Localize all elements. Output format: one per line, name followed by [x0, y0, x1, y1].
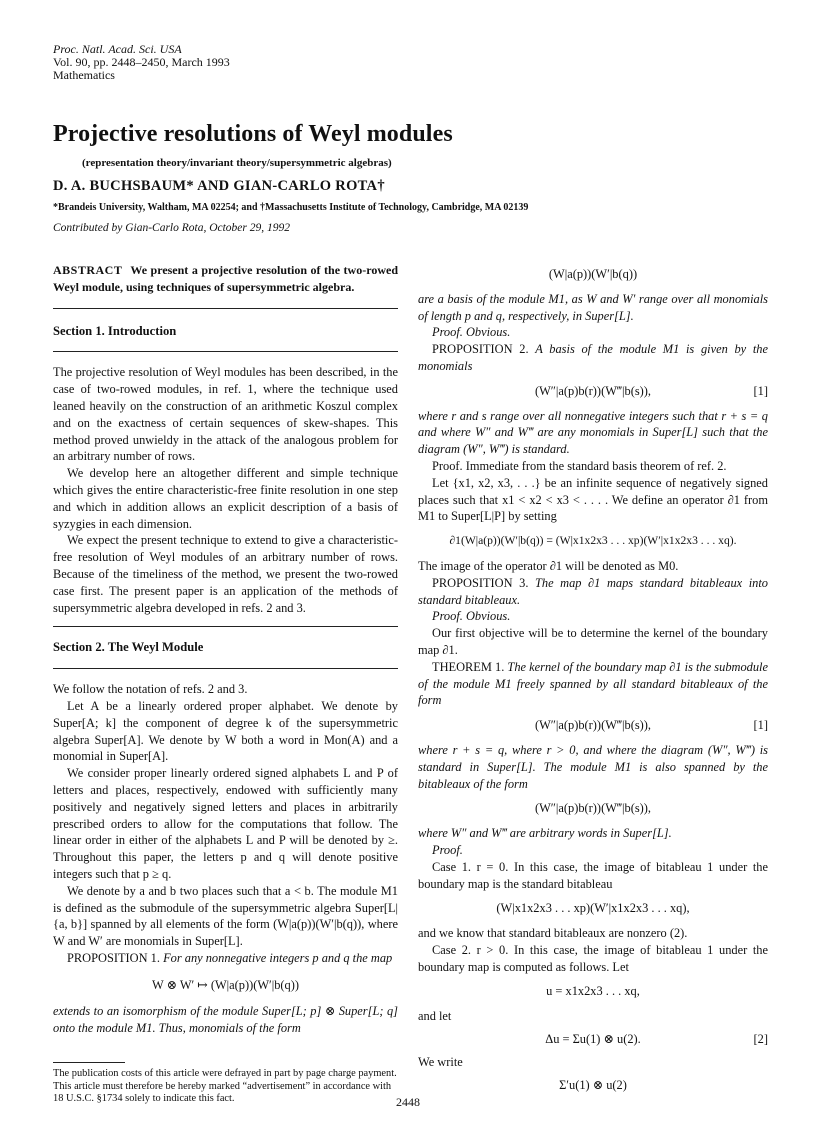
proposition-2 [418, 341, 768, 375]
proposition-1 [53, 950, 398, 967]
paragraph: We denote by a and b two places such that a < b. The module M1 is defined as the submodule of the supersymmetric algebra Super[L|{a, b}] spanned by all elements of the form (W|a(p))(W′|b(q)), where W and W′ are monomials in Super[L]. [53, 883, 398, 949]
paragraph: where r + s = q, where r > 0, and where the diagram (W″, W‴) is standard in Super[L]. The module M1 is also spanned by the bitableaux of the form [418, 742, 768, 791]
equation-operator: ∂1(W|a(p))(W′|b(q)) = (W|x1x2x3 . . . xp)(W′|x1x2x3 . . . xq). [449, 534, 737, 548]
eq-body: (W″|a(p)b(r))(W‴|b(s)), [534, 383, 652, 398]
journal-header [53, 43, 230, 82]
left-column [53, 262, 398, 1037]
journal-name: Proc. Natl. Acad. Sci. USA [53, 42, 182, 56]
paragraph: Let {x1, x2, x3, . . .} be an infinite sequence of negatively signed places such that x1 < x2 < x3 < . . . . We define an operator ∂1 from M1 to Super[L|P] by setting [418, 475, 768, 524]
paragraph: Let A be a linearly ordered proper alphabet. We denote by Super[A; k] the component of degree k of the supersymmetric algebra Super[A]. We denote by W both a word in Mon(A) and a monomial in Super[A]. [53, 698, 398, 764]
paragraph: We follow the notation of refs. 2 and 3. [53, 682, 248, 697]
abstract [53, 262, 398, 296]
prop-text: The map ∂1 maps standard bitableaux into standard bitableaux. [418, 575, 768, 607]
authors: D. A. BUCHSBAUM* AND GIAN-CARLO ROTA† [53, 178, 385, 194]
paragraph: where r and s range over all nonnegative integers such that r + s = q and where W″ and W‴ are any monomials in Super[L] such that the diagram (W″, W‴) is standard. [418, 408, 768, 457]
equation-1b [418, 717, 768, 734]
equation-map: W ⊗ W′ ↦ (W|a(p))(W′|b(q)) [152, 977, 299, 992]
paragraph: We expect the present technique to extend to give a characteristic-free resolution of Weyl modules of an arbitrary number of rows. Because of the timeliness of the method, we present the two-rowed case first. The present paper is an application of the methods of supersymmetric algebra developed in refs. 2 and 3. [53, 533, 398, 615]
equation-2 [418, 1031, 768, 1048]
section-heading-intro: Section 1. Introduction [53, 323, 177, 338]
paragraph: The projective resolution of Weyl modules has been described, in the case of two-rowed modules, in ref. 1, where the technique used leaned heavily on the construction of an arithmetic Koszul complex and on the exactness of certain sequences of skew-shapes. This method proved unwieldy in the attack of the analogous problem for an arbitrary number of rows. [53, 365, 398, 464]
prop-text: A basis of the module M1 is given by the monomials [418, 342, 768, 373]
equation-c: (W″|a(p)b(r))(W‴|b(s)), [534, 801, 652, 816]
paragraph: are a basis of the module M1, as W and W′ range over all monomials of length p and q, respectively, in Super[L]. [418, 291, 768, 323]
paragraph: We write [418, 1054, 463, 1069]
equation-basis: (W|a(p))(W′|b(q)) [548, 267, 638, 281]
paragraph: and we know that standard bitableaux are nonzero (2). [418, 926, 688, 941]
paragraph: We consider proper linearly ordered signed alphabets L and P of letters and places, respectively, endowed with sufficiently many positively and negatively signed letters and places in arbitrarily prescribed orders to allow for the computations that follow. The linear order in either of the alphabets L and P will be denoted by ≥. Throughout this paper, the letters p and q will denote positive integers such that p ≥ q. [53, 766, 398, 881]
section-rule [53, 351, 398, 352]
prop-label: PROPOSITION 1. [67, 950, 160, 965]
prop-label: PROPOSITION 2. [432, 342, 529, 357]
page-number: 2448 [396, 1095, 420, 1109]
paper-title: Projective resolutions of Weyl modules [53, 121, 453, 147]
footnote: The publication costs of this article were defrayed in part by page charge payment. This article must therefore be hereby marked “advertisement” in accordance with 18 U.S.C. §1734 solely to indicate this fact. [53, 1068, 397, 1105]
eq-number: [2] [753, 1032, 768, 1047]
proof-label: Proof. [432, 842, 463, 857]
thm-text: The kernel of the boundary map ∂1 is the submodule of the module M1 freely spanned by all standard bitableaux of the form [418, 659, 768, 708]
paragraph: extends to an isomorphism of the module Super[L; p] ⊗ Super[L; q] onto the module M1. Thus, monomials of the form [53, 1004, 398, 1036]
section-rule [53, 626, 398, 627]
abstract-text: We present a projective resolution of the two-rowed Weyl module, using techniques of supersymmetric algebra. [53, 263, 398, 294]
right-column [418, 262, 768, 1099]
eq-body: (W″|a(p)b(r))(W‴|b(s)), [534, 718, 652, 733]
eq-number: [1] [753, 383, 768, 398]
equation-u: u = x1x2x3 . . . xq, [546, 984, 640, 999]
proof: Proof. Obvious. [432, 325, 511, 340]
paragraph: where W″ and W‴ are arbitrary words in Super[L]. [418, 826, 672, 841]
section-rule [53, 668, 398, 669]
paragraph: and let [418, 1009, 452, 1024]
section-heading-weyl: Section 2. The Weyl Module [53, 640, 204, 655]
case-2: Case 2. r > 0. In this case, the image of bitableau 1 under the boundary map is computed as follows. Let [418, 942, 768, 974]
proof: Proof. Obvious. [432, 609, 511, 624]
case-1: Case 1. r = 0. In this case, the image of bitableau 1 under the boundary map is the standard bitableau [418, 859, 768, 891]
equation-1 [418, 383, 768, 400]
keywords: (representation theory/invariant theory/supersymmetric algebras) [82, 157, 392, 169]
footnote-rule [53, 1062, 125, 1063]
contributed-by: Contributed by Gian-Carlo Rota, October 29, 1992 [53, 222, 291, 234]
theorem-1 [418, 659, 768, 709]
prop-label: PROPOSITION 3. [432, 575, 529, 590]
eq-body: Δu = Σu(1) ⊗ u(2). [545, 1032, 641, 1047]
section-rule [53, 308, 398, 309]
paragraph: Our first objective will be to determine the kernel of the boundary map ∂1. [418, 626, 768, 657]
affiliations: *Brandeis University, Waltham, MA 02254; and †Massachusetts Institute of Technology, Cambridge, MA 02139 [53, 202, 529, 213]
equation-d: (W|x1x2x3 . . . xp)(W′|x1x2x3 . . . xq), [496, 901, 690, 916]
prop-text: For any nonnegative integers p and q the map [163, 950, 393, 965]
paragraph: We develop here an altogether different and simple technique which gives the entire characteristic-free finite resolution in one step and which in addition allows an explicit description of a basis of syzygies in each dimension. [53, 466, 398, 531]
paragraph: The image of the operator ∂1 will be denoted as M0. [418, 558, 679, 573]
journal-field: Mathematics [53, 68, 115, 82]
equation-sum: Σ′u(1) ⊗ u(2) [559, 1077, 627, 1092]
thm-label: THEOREM 1. [432, 659, 505, 674]
abstract-label: ABSTRACT [53, 263, 123, 277]
paragraph: Proof. Immediate from the standard basis theorem of ref. 2. [432, 458, 727, 473]
journal-volume: Vol. 90, pp. 2448–2450, March 1993 [53, 55, 230, 69]
proposition-3 [418, 575, 768, 609]
eq-number: [1] [753, 718, 768, 733]
